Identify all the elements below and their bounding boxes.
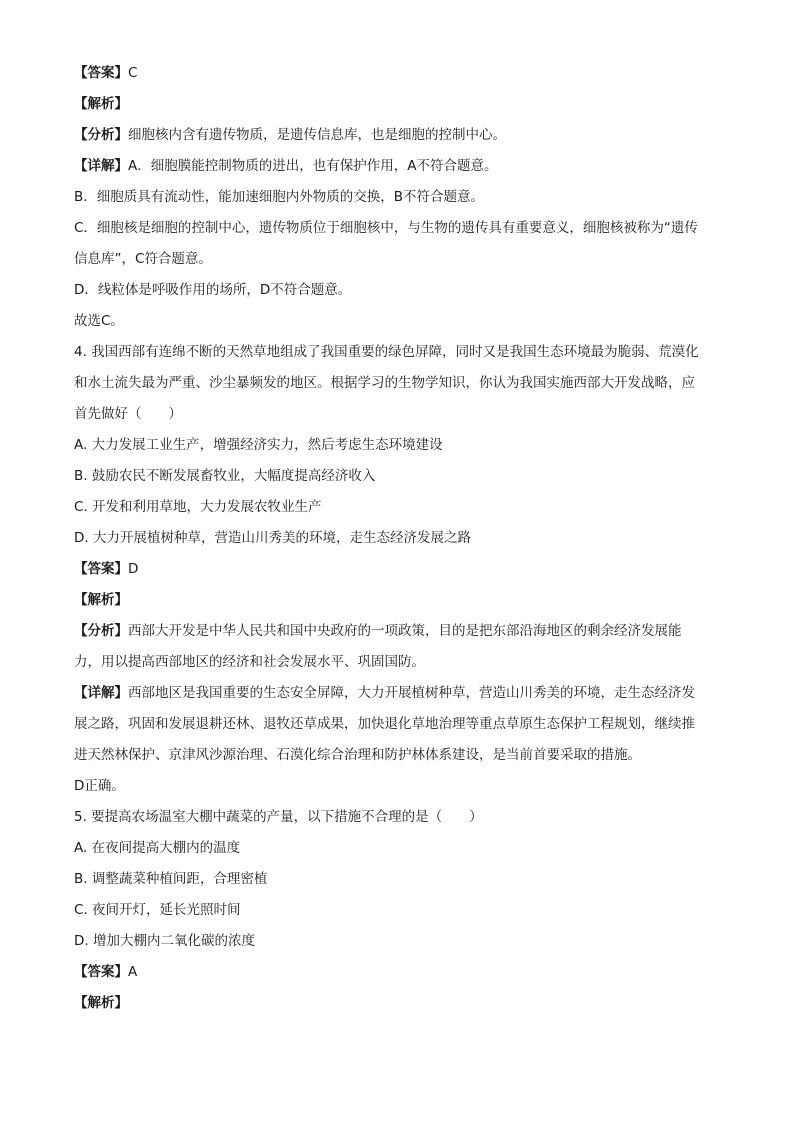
q4-analysis-heading (74, 585, 734, 616)
q4-stem-line-1: 4. 我国西部有连绵不断的天然草地组成了我国重要的绿色屏障，同时又是我国生态环境最为脆弱、荒漠化 (74, 344, 699, 360)
fenxi-tag: 【分析】 (74, 127, 128, 143)
q4-xiangjie-line-3: 进天然林保护、京津风沙源治理、石漠化综合治理和防护林体系建设，是当前首要采取的措施。 (74, 747, 641, 763)
q4-xiangjie-line-2: 展之路，巩固和发展退耕还林、退牧还草成果，加快退化草地治理等重点草原生态保护工程规划，继续推 (74, 716, 695, 732)
q4-option-a: A. 大力发展工业生产，增强经济实力，然后考虑生态环境建设 (74, 437, 443, 453)
q3-fenxi-line (74, 120, 734, 151)
answer-value: D (128, 561, 139, 577)
analysis-tag: 【解析】 (74, 96, 128, 112)
answer-value: A (128, 964, 138, 980)
q4-option-c: C. 开发和利用草地，大力发展农牧业生产 (74, 499, 322, 515)
q3-answer-line (74, 58, 734, 89)
q3-line-b: B．细胞质具有流动性，能加速细胞内外物质的交换，B不符合题意。 (74, 189, 485, 205)
answer-tag: 【答案】 (74, 561, 128, 577)
q5-answer-line (74, 957, 734, 988)
q3-line-c1: C．细胞核是细胞的控制中心，遗传物质位于细胞核中，与生物的遗传具有重要意义，细胞核被称为“遗传 (74, 220, 698, 236)
q4-option-d: D. 大力开展植树种草，营造山川秀美的环境，走生态经济发展之路 (74, 530, 471, 546)
analysis-tag: 【解析】 (74, 592, 128, 608)
xiangjie-tag: 【详解】 (74, 158, 128, 174)
q3-line-d: D．线粒体是呼吸作用的场所，D不符合题意。 (74, 282, 352, 298)
q4-fenxi-line-2: 力，用以提高西部地区的经济和社会发展水平、巩固国防。 (74, 654, 425, 670)
xiangjie-tag: 【详解】 (74, 685, 128, 701)
q5-analysis-heading (74, 988, 734, 1019)
q3-xiangjie-line (74, 151, 734, 182)
fenxi-text: 西部大开发是中华人民共和国中央政府的一项政策，目的是把东部沿海地区的剩余经济发展能 (128, 623, 682, 639)
q3-line-c2: 信息库”，C符合题意。 (74, 251, 212, 267)
q3-analysis-heading (74, 89, 734, 120)
q4-fenxi-line-1 (74, 616, 734, 647)
q5-option-c: C. 夜间开灯，延长光照时间 (74, 902, 241, 918)
fenxi-tag: 【分析】 (74, 623, 128, 639)
answer-tag: 【答案】 (74, 65, 128, 81)
document-page (74, 58, 734, 1019)
answer-value: C (128, 65, 138, 81)
q4-xiangjie-line-1 (74, 678, 734, 709)
q5-option-b: B. 调整蔬菜种植间距，合理密植 (74, 871, 268, 887)
q5-option-a: A. 在夜间提高大棚内的温度 (74, 840, 241, 856)
xiangjie-text: A．细胞膜能控制物质的进出，也有保护作用，A不符合题意。 (128, 158, 498, 174)
xiangjie-text: 西部地区是我国重要的生态安全屏障，大力开展植树种草，营造山川秀美的环境，走生态经济发 (128, 685, 695, 701)
q4-option-b: B. 鼓励农民不断发展畜牧业，大幅度提高经济收入 (74, 468, 376, 484)
q4-stem-line-3: 首先做好（ ） (74, 406, 182, 422)
q4-conclusion: D正确。 (74, 778, 125, 794)
analysis-tag: 【解析】 (74, 995, 128, 1011)
q5-option-d: D. 增加大棚内二氧化碳的浓度 (74, 933, 255, 949)
q3-conclusion: 故选C。 (74, 313, 124, 329)
fenxi-text: 细胞核内含有遗传物质，是遗传信息库，也是细胞的控制中心。 (128, 127, 506, 143)
answer-tag: 【答案】 (74, 964, 128, 980)
q5-stem: 5. 要提高农场温室大棚中蔬菜的产量，以下措施不合理的是（ ） (74, 809, 483, 825)
q4-stem-line-2: 和水土流失最为严重、沙尘暴频发的地区。根据学习的生物学知识，你认为我国实施西部大开发战略，应 (74, 375, 695, 391)
q4-answer-line (74, 554, 734, 585)
